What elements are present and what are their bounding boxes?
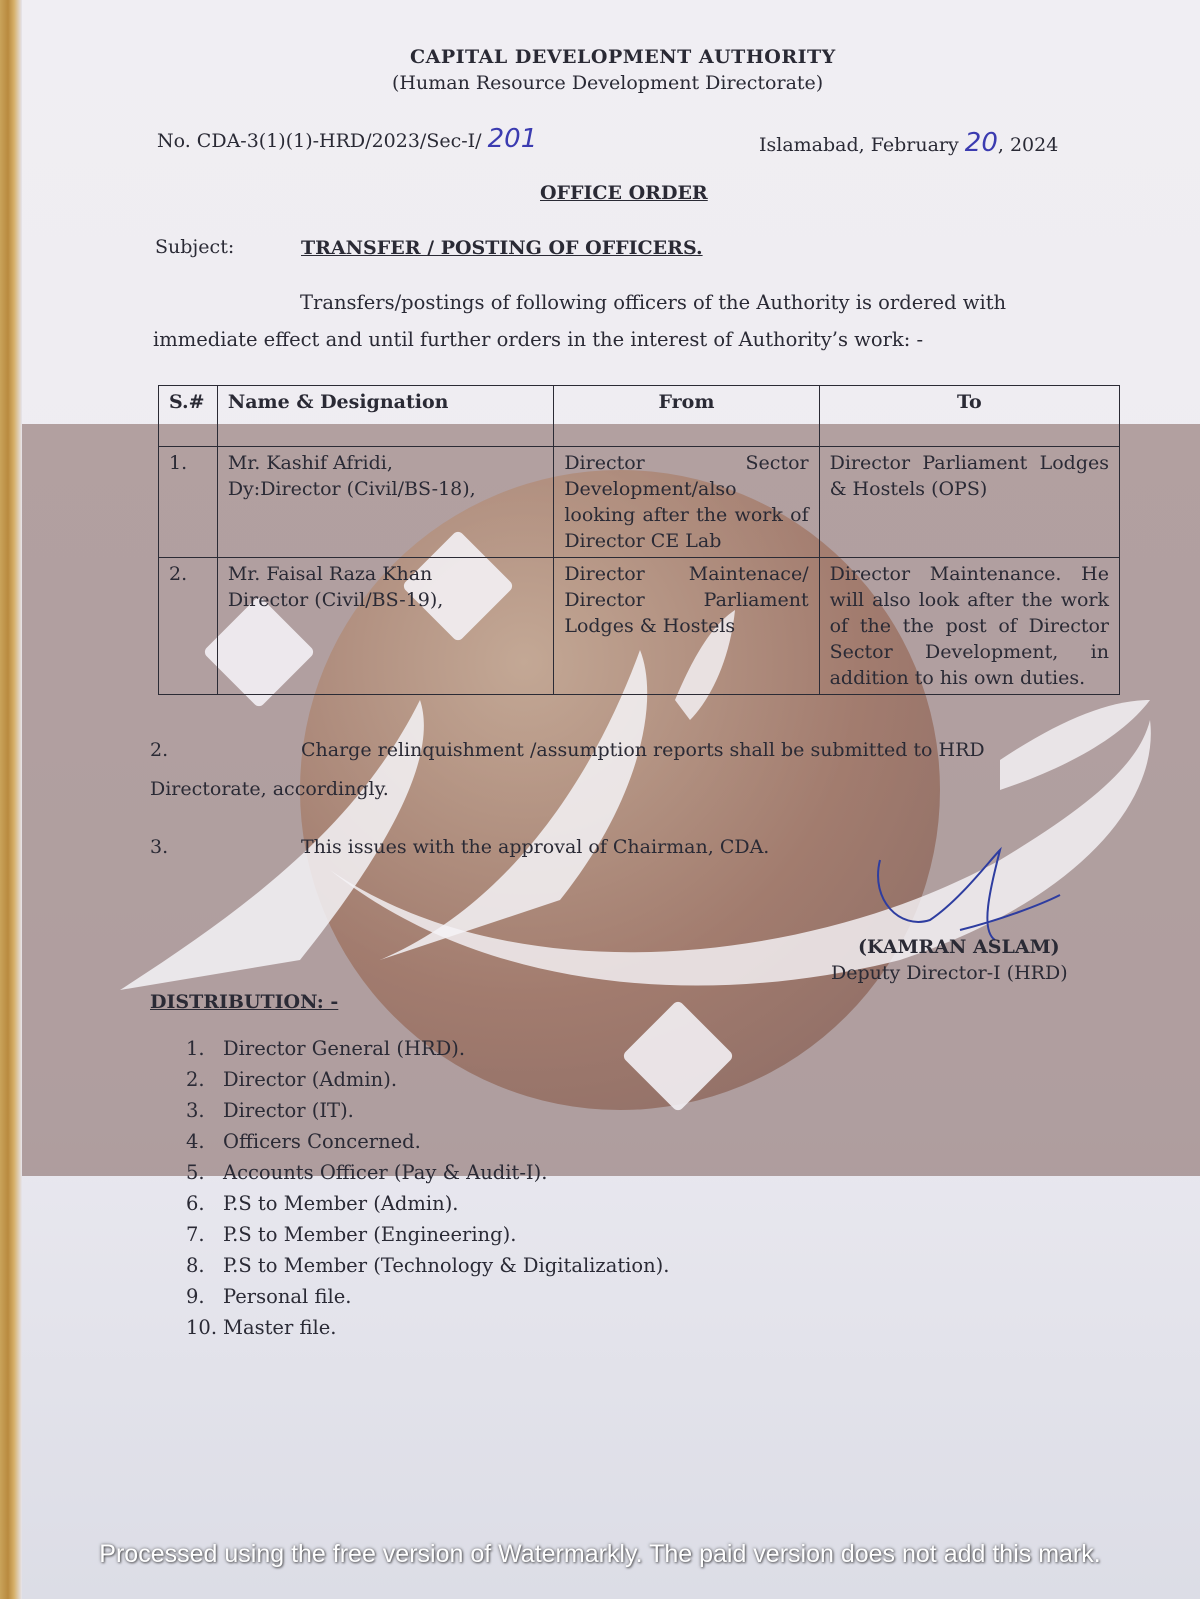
place-date-prefix: Islamabad, February — [759, 134, 965, 156]
cell-from: Director Sector Development/also looking after the work of Director CE Lab — [554, 447, 819, 558]
list-item-number: 7. — [186, 1223, 205, 1246]
intro-text: Transfers/postings of following officers of the Authority is ordered with immediate effect and until further orders in the interest of Authority’s work: - — [153, 291, 1007, 351]
cell-name-designation — [217, 558, 554, 695]
officer-name: Mr. Kashif Afridi, — [227, 452, 393, 474]
cell-name-designation — [217, 447, 554, 558]
subject-label: Subject: — [155, 236, 235, 258]
list-item-text: P.S to Member (Admin). — [223, 1192, 459, 1215]
directorate-subtitle: (Human Resource Development Directorate) — [392, 72, 824, 94]
para-2-number: 2. — [150, 739, 169, 761]
cell-to: Director Maintenance. He will also look after the work of the the post of Director Sector Development, in addition to his own duties. — [819, 558, 1119, 695]
officer-designation: Dy:Director (Civil/BS-18), — [227, 478, 476, 500]
org-title: CAPITAL DEVELOPMENT AUTHORITY — [410, 46, 836, 68]
list-item-text: Officers Concerned. — [223, 1130, 421, 1153]
list-item-number: 1. — [186, 1037, 205, 1060]
list-item — [186, 1250, 670, 1281]
cell-sn: 2. — [159, 558, 218, 695]
date-year: , 2024 — [997, 134, 1059, 156]
cell-sn: 1. — [159, 447, 218, 558]
list-item-number: 6. — [186, 1192, 205, 1215]
list-item-number: 10. — [186, 1316, 218, 1339]
officer-designation: Director (Civil/BS-19), — [227, 589, 444, 611]
list-item — [186, 1095, 670, 1126]
list-item — [186, 1064, 670, 1095]
handwritten-ref-number: 201 — [487, 124, 538, 154]
list-item — [186, 1033, 670, 1064]
table-row — [159, 447, 1120, 558]
subject-text: TRANSFER / POSTING OF OFFICERS. — [301, 237, 703, 259]
header-sn: S.# — [159, 386, 218, 447]
order-title: OFFICE ORDER — [540, 182, 708, 204]
list-item-text: Director (Admin). — [223, 1068, 398, 1091]
reference-number — [157, 124, 537, 154]
reference-text: No. CDA-3(1)(1)-HRD/2023/Sec-I/ — [157, 130, 482, 152]
header-name: Name & Designation — [217, 386, 554, 447]
signatory-name: (KAMRAN ASLAM) — [858, 936, 1060, 958]
list-item — [186, 1126, 670, 1157]
para-2-line1: Charge relinquishment /assumption reports shall be submitted to HRD — [301, 739, 985, 761]
table-row — [159, 558, 1120, 695]
table-header-row — [159, 386, 1120, 447]
list-item-number: 3. — [186, 1099, 205, 1122]
signatory-designation: Deputy Director-I (HRD) — [831, 962, 1068, 984]
cell-from: Director Maintenace/ Director Parliament Lodges & Hostels — [554, 558, 819, 695]
intro-paragraph — [153, 284, 1103, 358]
header-from: From — [554, 386, 819, 447]
list-item-text: P.S to Member (Technology & Digitalization). — [223, 1254, 670, 1277]
list-item-number: 5. — [186, 1161, 205, 1184]
list-item-text: Personal file. — [223, 1285, 352, 1308]
distribution-heading: DISTRIBUTION: - — [150, 991, 339, 1013]
list-item — [186, 1188, 670, 1219]
transfer-table — [158, 385, 1120, 695]
cell-to: Director Parliament Lodges & Hostels (OPS) — [819, 447, 1119, 558]
place-date — [759, 128, 1058, 158]
list-item — [186, 1312, 670, 1343]
officer-name: Mr. Faisal Raza Khan — [227, 563, 433, 585]
list-item — [186, 1157, 670, 1188]
list-item-text: P.S to Member (Engineering). — [223, 1223, 517, 1246]
list-item-number: 9. — [186, 1285, 205, 1308]
header-to: To — [819, 386, 1119, 447]
list-item-number: 8. — [186, 1254, 205, 1277]
para-3-number: 3. — [150, 836, 169, 858]
list-item-number: 4. — [186, 1130, 205, 1153]
distribution-list — [186, 1033, 670, 1343]
para-2-line2: Directorate, accordingly. — [150, 778, 389, 800]
list-item-number: 2. — [186, 1068, 205, 1091]
list-item-text: Director (IT). — [223, 1099, 354, 1122]
watermark-notice: Processed using the free version of Watermarkly. The paid version does not add this mark. — [99, 1540, 1101, 1568]
list-item-text: Accounts Officer (Pay & Audit-I). — [223, 1161, 548, 1184]
list-item-text: Master file. — [223, 1316, 337, 1339]
list-item — [186, 1219, 670, 1250]
para-3-text: This issues with the approval of Chairman, CDA. — [301, 836, 770, 858]
list-item — [186, 1281, 670, 1312]
handwritten-day: 20 — [964, 128, 998, 158]
list-item-text: Director General (HRD). — [223, 1037, 466, 1060]
